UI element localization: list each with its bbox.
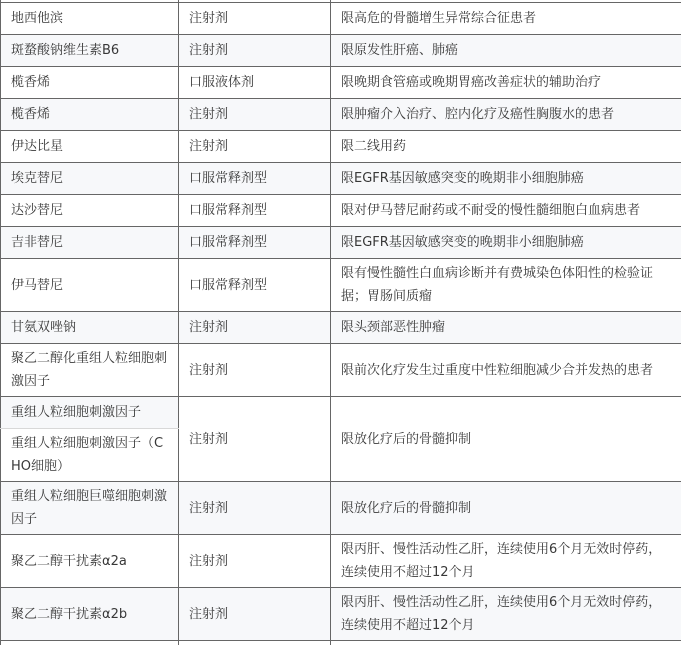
dosage-form-cell: 口服液体剂 xyxy=(179,67,331,99)
table-row xyxy=(1,588,681,641)
restriction-cell: 限丙肝、慢性活动性乙肝，连续使用6个月无效时停药，连续使用不超过12个月 xyxy=(331,535,681,588)
restriction-cell: 限前次化疗发生过重度中性粒细胞减少合并发热的患者 xyxy=(331,344,681,397)
table-row xyxy=(1,99,681,131)
drug-name-cell xyxy=(1,641,179,645)
restriction-table-body xyxy=(1,0,681,645)
dosage-form-cell: 注射剂 xyxy=(179,99,331,131)
dosage-form-cell: 注射剂 xyxy=(179,3,331,35)
table-row xyxy=(1,259,681,312)
table-row xyxy=(1,397,681,429)
drug-name-cell: 聚乙二醇干扰素α2a xyxy=(1,535,179,588)
table-row xyxy=(1,482,681,535)
dosage-form-cell: 注射剂 xyxy=(179,344,331,397)
restriction-cell: 限肿瘤介入治疗、腔内化疗及癌性胸腹水的患者 xyxy=(331,99,681,131)
drug-name-cell: 重组人粒细胞刺激因子（CHO细胞） xyxy=(1,429,179,482)
drug-name-cell: 榄香烯 xyxy=(1,67,179,99)
restriction-cell: 限对伊马替尼耐药或不耐受的慢性髓细胞白血病患者 xyxy=(331,195,681,227)
drug-name-cell: 聚乙二醇干扰素α2b xyxy=(1,588,179,641)
restriction-cell: 限放化疗后的骨髓抑制 xyxy=(331,482,681,535)
dosage-form-cell xyxy=(179,641,331,645)
table-row xyxy=(1,131,681,163)
restriction-cell: 限原发性肝癌、肺癌 xyxy=(331,35,681,67)
drug-name-cell: 重组人粒细胞巨噬细胞刺激因子 xyxy=(1,482,179,535)
table-row xyxy=(1,195,681,227)
drug-name-cell: 达沙替尼 xyxy=(1,195,179,227)
restriction-cell: 限二线用药 xyxy=(331,131,681,163)
table-row xyxy=(1,163,681,195)
restriction-cell: 限有慢性髓性白血病诊断并有费城染色体阳性的检验证据；胃肠间质瘤 xyxy=(331,259,681,312)
dosage-form-cell: 注射剂 xyxy=(179,535,331,588)
restriction-cell: 限EGFR基因敏感突变的晚期非小细胞肺癌 xyxy=(331,227,681,259)
table-row xyxy=(1,67,681,99)
dosage-form-cell: 注射剂 xyxy=(179,131,331,163)
drug-name-cell: 吉非替尼 xyxy=(1,227,179,259)
table-row xyxy=(1,227,681,259)
restriction-cell xyxy=(331,641,681,645)
dosage-form-cell: 注射剂 xyxy=(179,482,331,535)
dosage-form-cell: 口服常释剂型 xyxy=(179,227,331,259)
drug-name-cell: 重组人粒细胞刺激因子 xyxy=(1,397,179,429)
dosage-form-cell: 注射剂 xyxy=(179,588,331,641)
restriction-cell: 限头颈部恶性肿瘤 xyxy=(331,312,681,344)
restriction-cell: 限放化疗后的骨髓抑制 xyxy=(331,397,681,482)
table-row xyxy=(1,35,681,67)
dosage-form-cell: 注射剂 xyxy=(179,397,331,482)
restriction-cell: 限丙肝、慢性活动性乙肝，连续使用6个月无效时停药，连续使用不超过12个月 xyxy=(331,588,681,641)
drug-name-cell: 聚乙二醇化重组人粒细胞刺激因子 xyxy=(1,344,179,397)
restriction-cell: 限高危的骨髓增生异常综合征患者 xyxy=(331,3,681,35)
drug-name-cell: 斑蝥酸钠维生素B6 xyxy=(1,35,179,67)
dosage-form-cell: 注射剂 xyxy=(179,35,331,67)
partial-row-bottom xyxy=(1,641,681,645)
drug-name-cell: 伊马替尼 xyxy=(1,259,179,312)
table-row xyxy=(1,312,681,344)
restriction-cell: 限EGFR基因敏感突变的晚期非小细胞肺癌 xyxy=(331,163,681,195)
drug-name-cell: 埃克替尼 xyxy=(1,163,179,195)
drug-name-cell: 榄香烯 xyxy=(1,99,179,131)
restriction-cell: 限晚期食管癌或晚期胃癌改善症状的辅助治疗 xyxy=(331,67,681,99)
dosage-form-cell: 口服常释剂型 xyxy=(179,163,331,195)
dosage-form-cell: 注射剂 xyxy=(179,312,331,344)
dosage-form-cell: 口服常释剂型 xyxy=(179,195,331,227)
drug-name-cell: 甘氨双唑钠 xyxy=(1,312,179,344)
table-row xyxy=(1,3,681,35)
table-row xyxy=(1,344,681,397)
drug-name-cell: 伊达比星 xyxy=(1,131,179,163)
table-row xyxy=(1,535,681,588)
drug-name-cell: 地西他滨 xyxy=(1,3,179,35)
dosage-form-cell: 口服常释剂型 xyxy=(179,259,331,312)
